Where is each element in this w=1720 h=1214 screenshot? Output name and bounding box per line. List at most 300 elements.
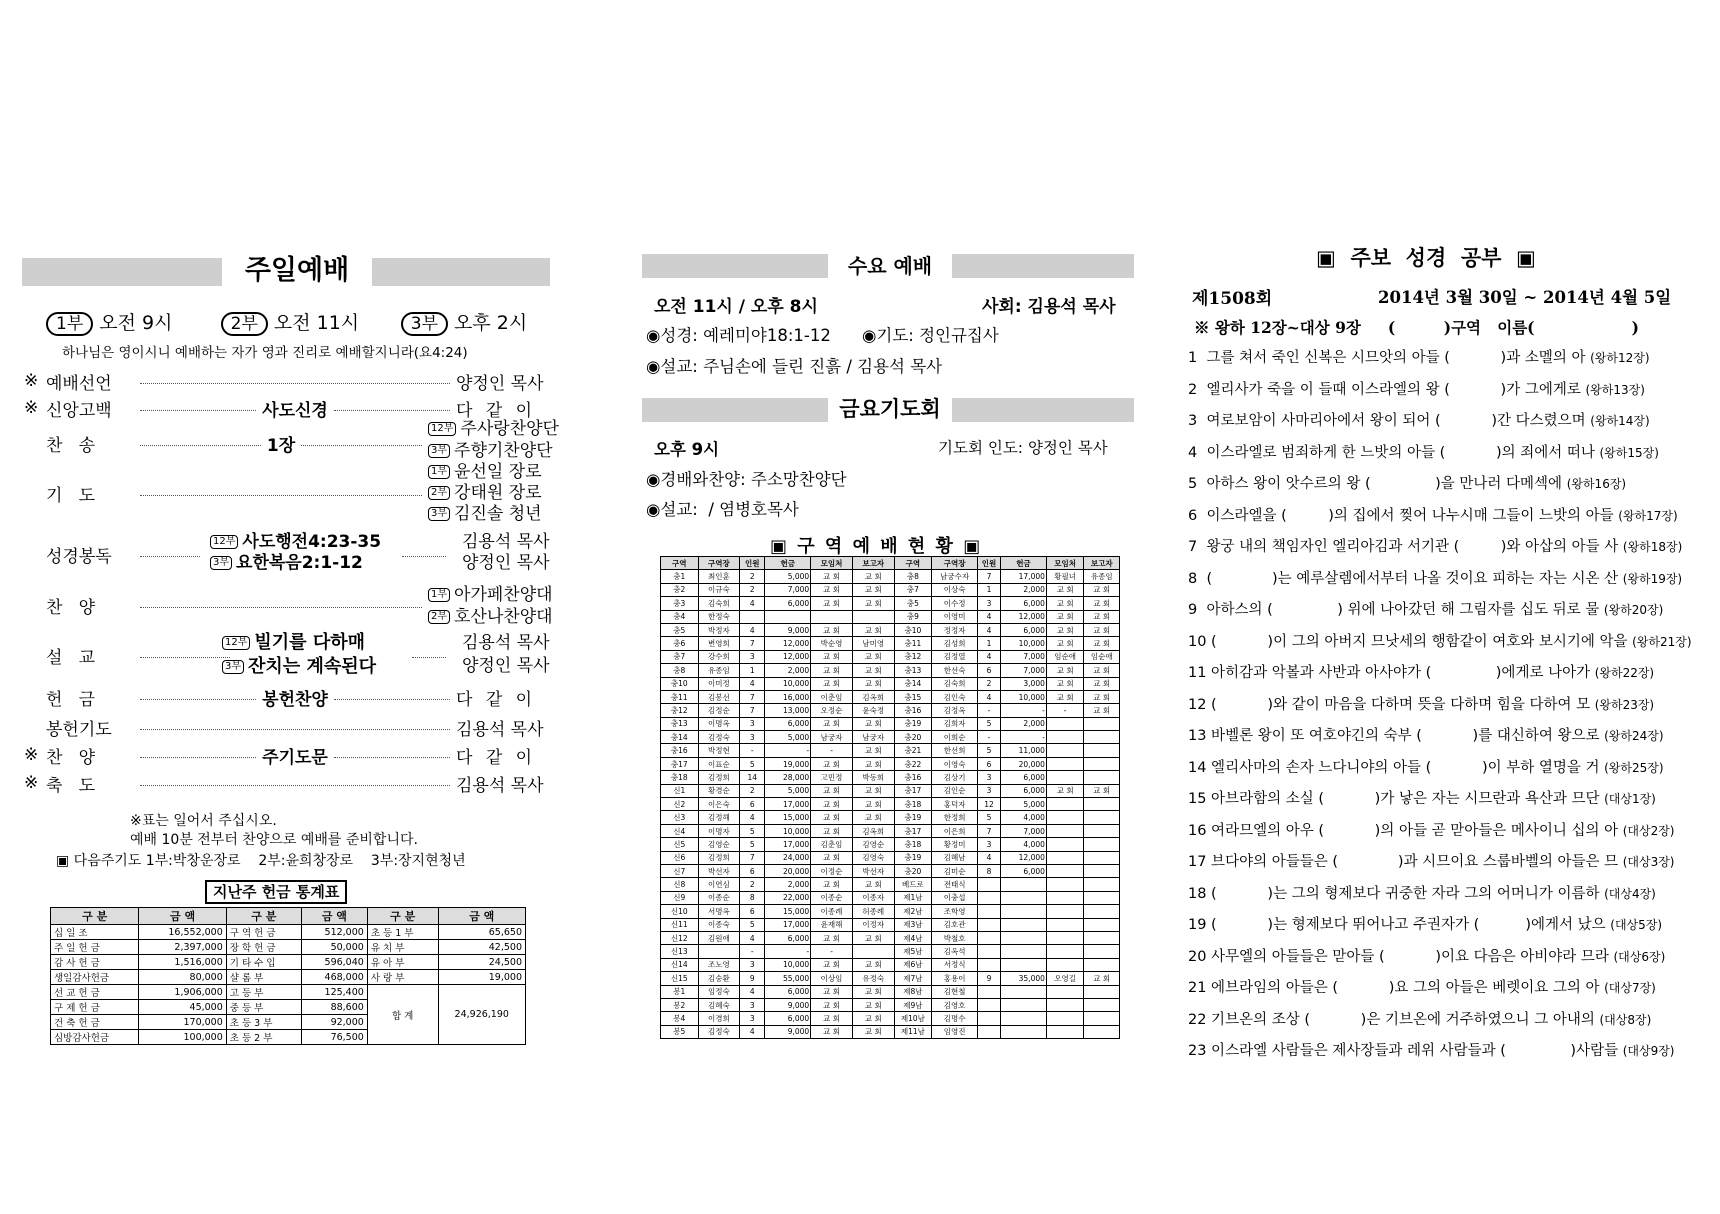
question-ref: (대상4장) (1604, 886, 1656, 901)
group-cell: 6,000 (765, 931, 811, 944)
group-cell: - (765, 945, 811, 958)
col-header: 금 액 (139, 908, 226, 925)
group-cell: 충2 (661, 583, 699, 596)
fri-sermon: ◉설교: / 염병호목사 (646, 500, 799, 519)
group-cell: 교 회 (811, 717, 853, 730)
group-cell: 충17 (661, 757, 699, 770)
group-body (661, 570, 1120, 1039)
order-row (24, 770, 556, 796)
group-cell: 6,000 (1001, 597, 1047, 610)
group-cell: 충14 (661, 731, 699, 744)
group-row (661, 637, 1120, 650)
col-header: 구역 (894, 557, 932, 570)
question-text: 5 아하스 왕이 앗수르의 왕 ( )을 만나러 다메섹에 (1188, 476, 1563, 492)
group-cell (740, 610, 765, 623)
group-row (661, 717, 1120, 730)
group-cell (978, 1025, 1001, 1038)
group-cell: 오정순 (811, 704, 853, 717)
group-cell: - (765, 744, 811, 757)
group-row (661, 905, 1120, 918)
group-cell: 김옥석 (932, 945, 978, 958)
group-cell (1046, 798, 1084, 811)
group-cell: 조노영 (698, 958, 740, 971)
group-cell: 6 (740, 864, 765, 877)
group-cell: 2,000 (1001, 717, 1047, 730)
order-item: 주기도문 (262, 747, 328, 768)
group-cell (698, 945, 740, 958)
group-cell: 4,000 (1001, 811, 1047, 824)
offering-category: 구 제 헌 금 (51, 1000, 139, 1015)
person: 윤선일 장로 (454, 462, 542, 482)
group-cell: 교 회 (1084, 637, 1120, 650)
group-cell: 12,000 (765, 650, 811, 663)
group-cell: 2 (740, 570, 765, 583)
offering-amount: 76,500 (301, 1030, 367, 1045)
group-cell: 6,000 (765, 1012, 811, 1025)
group-cell: 김호관 (932, 918, 978, 931)
offering-row (51, 940, 526, 955)
offering-category: 기 타 수 입 (226, 955, 301, 970)
group-cell: 김영순 (852, 838, 894, 851)
person: 김용석 목사 (462, 532, 550, 552)
group-row (661, 838, 1120, 851)
group-cell (1046, 851, 1084, 864)
group-cell: 김옥희 (852, 690, 894, 703)
group-cell (1084, 985, 1120, 998)
group-cell: 5 (740, 757, 765, 770)
stand-note: ※표는 일어서 주십시오. (130, 813, 277, 829)
item: 빌기를 다하매 (254, 632, 365, 653)
order-person: 다 같 이 (456, 689, 537, 710)
quiz-question (1188, 409, 1650, 430)
group-cell: 5 (740, 824, 765, 837)
group-cell: 충11 (894, 637, 932, 650)
group-cell: 충17 (894, 824, 932, 837)
group-cell: 10,000 (1001, 637, 1047, 650)
group-cell: 교 회 (811, 798, 853, 811)
group-cell: 제4남 (894, 931, 932, 944)
group-cell: 6,000 (1001, 864, 1047, 877)
group-cell: 교 회 (852, 650, 894, 663)
group-cell: 2 (740, 784, 765, 797)
group-cell: 17,000 (765, 798, 811, 811)
group-cell: 교 회 (852, 677, 894, 690)
group-cell: 충1 (661, 570, 699, 583)
question-ref: (왕하14장) (1590, 414, 1650, 428)
group-cell: 교 회 (811, 623, 853, 636)
quiz-question (1188, 945, 1665, 966)
group-cell: 교 회 (852, 798, 894, 811)
group-cell: 15,000 (765, 905, 811, 918)
group-row (661, 784, 1120, 797)
dotted-leader (140, 657, 230, 658)
group-cell: 7 (978, 824, 1001, 837)
group-cell: 봉5 (661, 1025, 699, 1038)
part-tag: 3부 (222, 660, 244, 674)
offering-amount: 65,650 (438, 925, 526, 940)
group-cell: 교 회 (852, 757, 894, 770)
group-cell: - (978, 731, 1001, 744)
question-ref: (왕하24장) (1604, 729, 1664, 743)
fri-praise: ◉경배와찬양: 주소망찬양단 (646, 470, 847, 489)
offering-category: 초 등 2 부 (226, 1030, 301, 1045)
group-row (661, 918, 1120, 931)
group-cell: 교 회 (852, 1025, 894, 1038)
group-cell: 4 (978, 610, 1001, 623)
group-cell: 김상기 (932, 771, 978, 784)
question-text: 6 이스라엘을 ( )의 집에서 찢어 나누시매 그들이 느밧의 아들 (1188, 507, 1614, 524)
part-tag: 3부 (428, 507, 450, 521)
group-cell (1001, 985, 1047, 998)
group-cell: 서정식 (932, 958, 978, 971)
group-cell: 10,000 (1001, 690, 1047, 703)
group-cell: 김명수 (932, 1012, 978, 1025)
group-cell: 4 (740, 597, 765, 610)
order-people (428, 584, 553, 628)
group-cell (1001, 905, 1047, 918)
group-cell (852, 945, 894, 958)
question-ref: (왕하18장) (1622, 540, 1683, 554)
group-cell: 박동희 (852, 771, 894, 784)
group-cell (1084, 824, 1120, 837)
col-header: 모임처 (1046, 557, 1084, 570)
group-cell: 교 회 (1046, 784, 1084, 797)
col-header: 인원 (978, 557, 1001, 570)
group-cell: 9 (978, 972, 1001, 985)
group-row (661, 771, 1120, 784)
wed-time: 오전 11시 / 오후 8시 (654, 297, 818, 317)
group-cell: 황경순 (698, 784, 740, 797)
order-label: 성경봉독 (46, 546, 112, 567)
group-cell: 충22 (894, 757, 932, 770)
col-header: 구 분 (367, 908, 438, 925)
group-cell (1046, 1025, 1084, 1038)
group-cell (978, 931, 1001, 944)
group-cell (1084, 1025, 1120, 1038)
group-cell (1046, 824, 1084, 837)
order-label: 찬 송 (46, 435, 96, 456)
group-cell: 김인순 (932, 784, 978, 797)
question-ref: (왕하16장) (1566, 477, 1627, 491)
group-cell (1046, 838, 1084, 851)
quiz-question (1188, 756, 1664, 777)
group-cell: 충6 (661, 637, 699, 650)
group-cell: 교 회 (1046, 664, 1084, 677)
group-cell: - (811, 945, 853, 958)
group-cell: 교 회 (852, 958, 894, 971)
part-tag: 12부 (222, 636, 250, 650)
order-label: 헌 금 (46, 689, 96, 710)
item: 사도행전4:23-35 (242, 532, 382, 552)
group-cell: 충18 (661, 771, 699, 784)
item-line (210, 553, 381, 574)
service-3 (401, 308, 546, 334)
group-cell: 충13 (661, 717, 699, 730)
group-cell: 임순애 (1084, 650, 1120, 663)
group-cell (1001, 918, 1047, 931)
group-cell: 6 (978, 664, 1001, 677)
group-cell: 교 회 (1046, 637, 1084, 650)
dotted-leader (140, 785, 450, 786)
group-cell: 7 (740, 704, 765, 717)
group-cell: - (811, 744, 853, 757)
group-cell (978, 878, 1001, 891)
stand-mark: ※ (24, 371, 39, 391)
part-tag: 1부 (428, 588, 450, 602)
group-cell: 교 회 (1084, 664, 1120, 677)
group-row (661, 650, 1120, 663)
group-cell: - (1001, 704, 1047, 717)
group-cell: 제11남 (894, 1025, 932, 1038)
group-cell: 신13 (661, 945, 699, 958)
group-cell: 신15 (661, 972, 699, 985)
order-row (24, 742, 556, 768)
order-item: 봉헌찬양 (262, 689, 328, 710)
question-ref: (대상6장) (1613, 949, 1666, 964)
group-cell: 이희순 (932, 731, 978, 744)
col-header: 금 액 (438, 908, 526, 925)
group-cell (1046, 1012, 1084, 1025)
group-cell: 55,000 (765, 972, 811, 985)
person-line (428, 440, 559, 462)
question-ref: (대상7장) (1604, 981, 1656, 995)
service-time: 오전 11시 (273, 312, 360, 334)
offering-category: 유 치 부 (367, 940, 438, 955)
group-cell: 교 회 (811, 677, 853, 690)
group-row (661, 851, 1120, 864)
group-cell: 오영길 (1046, 972, 1084, 985)
question-text: 9 아하스의 ( ) 위에 나아갔던 해 그림자를 십도 뒤로 물 (1188, 602, 1600, 618)
group-cell: 교 회 (852, 1012, 894, 1025)
col-header: 금 액 (301, 908, 367, 925)
group-row (661, 958, 1120, 971)
offering-amount: 1,906,000 (139, 985, 226, 1000)
group-cell: 2 (740, 583, 765, 596)
person: 김용석 목사 (462, 633, 550, 653)
group-cell: 3 (740, 1012, 765, 1025)
group-cell: 신4 (661, 824, 699, 837)
col-header: 보고자 (852, 557, 894, 570)
question-text: 8 ( )는 예루살렘에서부터 나올 것이요 피하는 자는 시온 산 (1188, 570, 1619, 587)
order-row (24, 684, 556, 710)
wed-sermon: ◉설교: 주님손에 들린 진흙 / 김용석 목사 (646, 357, 943, 376)
group-cell: 봉4 (661, 1012, 699, 1025)
person: 양정인 목사 (462, 656, 550, 676)
quiz-question (1188, 378, 1645, 399)
group-row (661, 597, 1120, 610)
wed-prayer: ◉기도: 정인규집사 (862, 326, 999, 345)
group-cell: 최인훈 (698, 570, 740, 583)
total-label: 합 계 (367, 985, 438, 1045)
group-cell (1046, 811, 1084, 824)
offering-category: 심방감사헌금 (51, 1030, 139, 1045)
order-label: 기 도 (46, 485, 96, 506)
offering-amount: 24,500 (438, 955, 526, 970)
group-cell: 3 (740, 650, 765, 663)
study-title: ▣ 주보 성경 공부 ▣ (1316, 246, 1536, 270)
group-cell: 9,000 (765, 1025, 811, 1038)
group-cell: 19,000 (765, 757, 811, 770)
group-cell: 교 회 (1084, 677, 1120, 690)
order-label: 봉헌기도 (46, 719, 112, 740)
question-ref: (왕하21장) (1632, 634, 1692, 649)
service-2 (211, 308, 401, 334)
group-cell (1001, 1012, 1047, 1025)
item-line (210, 532, 381, 553)
group-cell: 박선자 (698, 864, 740, 877)
group-cell: - (1046, 704, 1084, 717)
question-text: 1 그를 쳐서 죽인 신복은 시므앗의 아들 ( )과 소멜의 아 (1188, 350, 1586, 366)
group-cell (1046, 744, 1084, 757)
offering-amount: 42,500 (438, 940, 526, 955)
group-cell: 9,000 (765, 623, 811, 636)
col-header: 구역 (661, 557, 699, 570)
question-text: 14 엘리사마의 손자 느다니야의 아들 ( )이 부하 열명을 거 (1188, 759, 1600, 776)
group-cell: 이종순 (698, 891, 740, 904)
group-cell: 2,000 (765, 878, 811, 891)
offering-category: 감 사 헌 금 (51, 955, 139, 970)
group-row (661, 1012, 1120, 1025)
group-row (661, 623, 1120, 636)
group-cell: 교 회 (1084, 583, 1120, 596)
offering-category: 중 등 부 (226, 1000, 301, 1015)
group-cell (1001, 931, 1047, 944)
wed-title: 수요 예배 (828, 251, 952, 281)
offering-category: 장 학 헌 금 (226, 940, 301, 955)
order-label: 찬 양 (46, 747, 96, 768)
group-cell: 교 회 (1084, 784, 1120, 797)
group-cell: 5 (978, 811, 1001, 824)
wed-host: 사회: 김용석 목사 (982, 297, 1116, 317)
group-cell: 교 회 (852, 985, 894, 998)
group-cell: 5,000 (765, 731, 811, 744)
group-cell: 신7 (661, 864, 699, 877)
offering-category: 구 역 헌 금 (226, 925, 301, 940)
quiz-question (1188, 630, 1692, 651)
group-table (660, 556, 1120, 1039)
service-badge: 2부 (221, 312, 268, 336)
offering-category: 초 등 3 부 (226, 1015, 301, 1030)
group-row (661, 972, 1120, 985)
quiz-question (1188, 693, 1654, 714)
offering-header-row (51, 908, 526, 925)
question-ref: (왕하22장) (1594, 666, 1655, 680)
group-cell: 8 (978, 864, 1001, 877)
group-cell: 충5 (661, 623, 699, 636)
group-cell: 이경희 (698, 1012, 740, 1025)
person: 강태원 장로 (454, 483, 542, 503)
group-cell: 이종숙 (698, 918, 740, 931)
question-ref: (대상2장) (1622, 823, 1675, 838)
group-cell: 교 회 (811, 583, 853, 596)
group-cell: 14 (740, 771, 765, 784)
group-cell: 교 회 (1046, 623, 1084, 636)
question-ref: (대상8장) (1599, 1012, 1652, 1027)
group-cell: 17,000 (1001, 570, 1047, 583)
order-people (428, 418, 559, 462)
group-cell: 1 (978, 637, 1001, 650)
group-cell: 교 회 (1046, 597, 1084, 610)
question-text: 10 ( )이 그의 아버지 므낫세의 행함같이 여호와 보시기에 악을 (1188, 633, 1628, 650)
dotted-leader (334, 699, 450, 700)
group-cell (1084, 811, 1120, 824)
group-cell: 이충섭 (932, 891, 978, 904)
group-cell: 강수희 (698, 650, 740, 663)
group-cell (978, 891, 1001, 904)
group-cell: 황정미 (932, 838, 978, 851)
group-row (661, 677, 1120, 690)
group-row (661, 798, 1120, 811)
group-cell: 김현철 (932, 985, 978, 998)
group-cell: 교 회 (852, 717, 894, 730)
part-tag: 1부 (428, 465, 450, 479)
group-row (661, 1025, 1120, 1038)
group-cell: 변영희 (698, 637, 740, 650)
group-cell: 5 (740, 918, 765, 931)
order-label: 찬 양 (46, 597, 96, 618)
quiz-question (1188, 567, 1682, 588)
group-cell: 6 (978, 757, 1001, 770)
group-cell: 김인숙 (932, 690, 978, 703)
group-header-row (661, 557, 1120, 570)
group-cell: 김정열 (932, 650, 978, 663)
group-cell (1084, 798, 1120, 811)
group-cell (1084, 838, 1120, 851)
group-cell: 김정숙 (698, 731, 740, 744)
group-cell: 윤재해 (811, 918, 853, 931)
offering-row (51, 925, 526, 940)
question-text: 3 여로보암이 사마리아에서 왕이 되어 ( )간 다스렸으며 (1188, 413, 1586, 429)
group-cell: 김영순 (698, 838, 740, 851)
group-cell: 신9 (661, 891, 699, 904)
group-row (661, 931, 1120, 944)
group-cell: 2,000 (765, 664, 811, 677)
group-cell (1084, 905, 1120, 918)
group-cell (811, 610, 853, 623)
group-cell: 이춘임 (811, 690, 853, 703)
group-row (661, 864, 1120, 877)
group-cell: 남궁자 (811, 731, 853, 744)
offering-amount: 596,040 (301, 955, 367, 970)
group-cell: 4 (740, 1025, 765, 1038)
person: 주사랑찬양단 (460, 419, 559, 439)
group-cell: 홍덕자 (932, 798, 978, 811)
offering-amount: 16,552,000 (139, 925, 226, 940)
person: 김진솔 청년 (454, 504, 542, 524)
group-cell: 6,000 (1001, 771, 1047, 784)
group-cell (1046, 757, 1084, 770)
group-cell: 교 회 (811, 878, 853, 891)
col-header: 모임처 (811, 557, 853, 570)
group-cell: 3 (978, 597, 1001, 610)
person-line (428, 483, 542, 504)
quiz-question (1188, 850, 1675, 871)
quiz-question (1188, 1039, 1675, 1060)
group-cell: 15,000 (765, 811, 811, 824)
group-cell: - (740, 744, 765, 757)
question-ref: (왕하20장) (1603, 603, 1664, 617)
question-ref: (왕하23장) (1594, 697, 1655, 712)
group-cell: 4 (740, 985, 765, 998)
group-cell (1046, 958, 1084, 971)
question-ref: (왕하13장) (1585, 382, 1645, 397)
order-item: 1장 (266, 435, 296, 456)
group-cell (1084, 757, 1120, 770)
group-cell: 6,000 (1001, 784, 1047, 797)
group-cell: 충12 (894, 650, 932, 663)
group-cell: 6 (740, 905, 765, 918)
group-cell: 조학영 (932, 905, 978, 918)
